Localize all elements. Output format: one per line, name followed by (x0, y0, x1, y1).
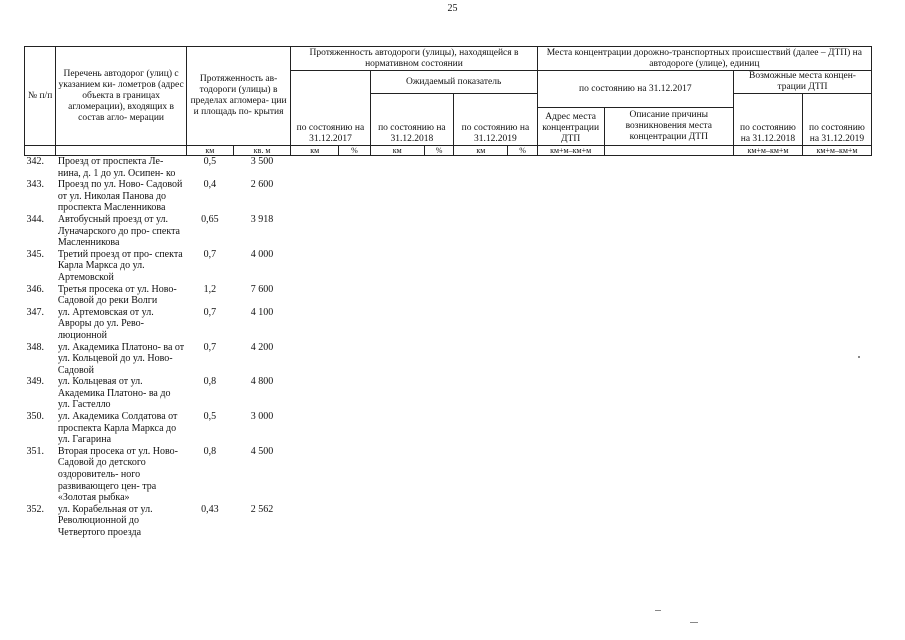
header-length-area: Протяженность ав- тодороги (улицы) в пределах агломера- ции и площадь по- крытия (186, 47, 290, 146)
road-name: Третья просека от ул. Ново-Садовой до реки Волги (57, 283, 177, 307)
row-number: 347. (26, 306, 44, 318)
table-row (25, 411, 872, 446)
table-row (25, 214, 872, 249)
unit-km: км (370, 146, 424, 156)
scan-speck (858, 356, 860, 358)
header-state-2019: по состоянию на 31.12.2019 (454, 94, 538, 146)
unit-km: км (291, 146, 339, 156)
unit-km-range: км+м–км+м (537, 146, 604, 156)
unit-pct: % (424, 146, 453, 156)
unit-km-range: км+м–км+м (802, 146, 871, 156)
road-length: 0,4 (203, 179, 217, 191)
unit-pct: % (508, 146, 537, 156)
header-num: № п/п (25, 47, 56, 146)
unit-pct: % (339, 146, 370, 156)
header-dtp-address: Адрес места концентрации ДТП (537, 108, 604, 146)
unit-km-range: км+м–км+м (734, 146, 803, 156)
table-header (25, 47, 872, 156)
header-state-2018: по состоянию на 31.12.2018 (370, 94, 454, 146)
road-length: 0,43 (201, 503, 219, 515)
road-length: 0,8 (203, 445, 217, 457)
table-row (25, 504, 872, 539)
table-row (25, 156, 872, 180)
header-possible-places: Возможные места концен- трации ДТП (734, 71, 872, 94)
header-road-list: Перечень автодорог (улиц) с указанием ки- лометров (адрес объекта в границах агломерации), входящих в состав агло- мерации (56, 47, 187, 146)
roads-table (24, 46, 872, 539)
unit-km: км (454, 146, 508, 156)
road-area: 7 600 (250, 283, 274, 295)
header-expected: Ожидаемый показатель (370, 71, 537, 94)
table-row (25, 179, 872, 214)
row-number: 348. (26, 341, 44, 353)
road-area: 2 562 (250, 503, 274, 515)
unit-km: км (186, 146, 233, 156)
units-row (25, 146, 872, 156)
road-length: 0,7 (203, 306, 217, 318)
row-number: 350. (26, 411, 44, 423)
table-row (25, 376, 872, 411)
road-name: Вторая просека от ул. Ново-Садовой до детского оздоровитель- ного развивающего цен- тра «Золотая рыбка» (57, 445, 178, 504)
road-area: 4 100 (250, 306, 274, 318)
row-number: 342. (26, 156, 44, 167)
row-number: 346. (26, 283, 44, 295)
road-name: ул. Корабельная от ул. Революционной до Четвертого проезда (57, 503, 153, 538)
road-length: 1,2 (203, 283, 217, 295)
road-area: 3 000 (250, 411, 274, 423)
road-area: 4 000 (250, 248, 274, 260)
header-normative-group: Протяженность автодороги (улицы), находящейся в нормативном состоянии (291, 47, 537, 71)
road-area: 3 918 (250, 213, 274, 225)
header-dtp-description: Описание причины возникновения места концентрации ДТП (604, 108, 733, 146)
scan-speck (690, 622, 698, 623)
row-number: 349. (26, 376, 44, 388)
road-length: 0,5 (203, 411, 217, 423)
table-body (25, 156, 872, 539)
road-length: 0,7 (203, 341, 217, 353)
road-name: Проезд от проспекта Ле- нина, д. 1 до ул. Осипен- ко (57, 156, 176, 179)
scan-speck (655, 610, 661, 611)
road-length: 0,65 (201, 213, 219, 225)
header-state-2017: по состоянию на 31.12.2017 (291, 71, 370, 146)
table-row (25, 342, 872, 377)
road-area: 4 800 (250, 376, 274, 388)
header-possible-2019: по состоянию на 31.12.2019 (802, 94, 871, 146)
row-number: 352. (26, 503, 44, 515)
table-row (25, 284, 872, 307)
road-name: ул. Артемовская от ул. Авроры до ул. Рево- люционной (57, 306, 154, 341)
row-number: 343. (26, 179, 44, 191)
table-row (25, 249, 872, 284)
unit-sqm: кв. м (233, 146, 290, 156)
road-area: 2 600 (250, 179, 274, 191)
road-area: 3 500 (250, 156, 274, 167)
row-number: 351. (26, 445, 44, 457)
road-name: ул. Академика Платоно- ва от ул. Кольцевой до ул. Ново-Садовой (57, 341, 185, 376)
road-area: 4 500 (250, 445, 274, 457)
road-name: Автобусный проезд от ул. Луначарского до про- спекта Масленникова (57, 213, 180, 249)
road-length: 0,8 (203, 376, 217, 388)
table-row (25, 446, 872, 504)
table-row (25, 307, 872, 342)
row-number: 345. (26, 248, 44, 260)
road-length: 0,7 (203, 248, 217, 260)
header-dtp-state-2017: по состоянию на 31.12.2017 (537, 71, 733, 108)
page-number: 25 (447, 3, 458, 14)
header-dtp-group: Места концентрации дорожно-транспортных происшествий (далее – ДТП) на автодороге (улице), единиц (537, 47, 871, 71)
road-area: 4 200 (250, 341, 274, 353)
road-name: ул. Академика Солдатова от проспекта Карла Маркса до ул. Гагарина (57, 411, 178, 446)
header-possible-2018: по состоянию на 31.12.2018 (734, 94, 803, 146)
road-name: Третий проезд от про- спекта Карла Маркса до ул. Артемовской (57, 248, 183, 283)
road-name: ул. Кольцевая от ул. Академика Платоно- ва до ул. Гастелло (57, 376, 171, 411)
road-name: Проезд по ул. Ново- Садовой от ул. Николая Панова до проспекта Масленникова (57, 179, 183, 214)
row-number: 344. (26, 213, 44, 225)
road-length: 0,5 (203, 156, 217, 167)
